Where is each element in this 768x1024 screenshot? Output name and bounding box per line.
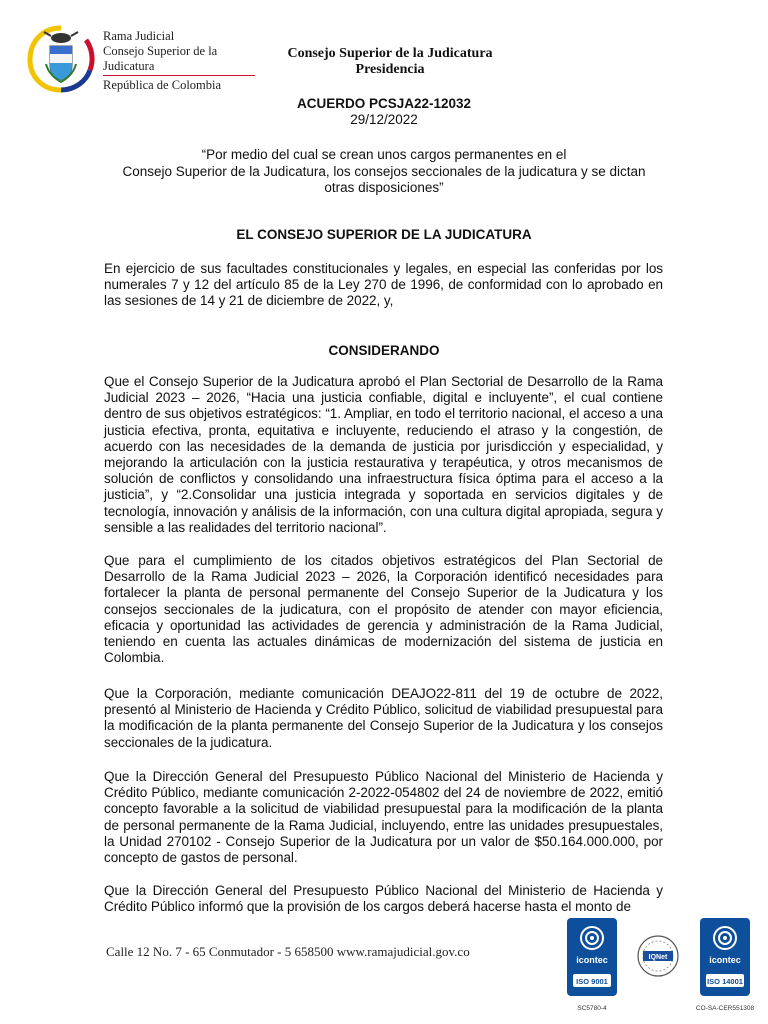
org-country: República de Colombia <box>103 78 222 92</box>
considering-heading: CONSIDERANDO <box>328 343 440 358</box>
header-title <box>240 46 540 78</box>
body-paragraph: Que para el cumplimiento de los citados objetivos estratégicos del Plan Sectorial de Desarrollo de la Rama Judicial 2023 – 2026, la Corporación identificó necesidades para fortalecer la planta de personal permanente del Consejo Superior de la Judicatura y los consejos seccionales de la judicatura, con el propósito de atender con mayor eficiencia, eficacia y oportunidad las actividades de gerencia y administración de la Rama Judicial, teniendo en cuenta las actuales dinámicas de modernización del sistema de justicia en Colombia. <box>104 553 663 666</box>
certification-seals <box>563 914 762 1018</box>
icontec-iso9001-seal <box>567 918 617 996</box>
coat-of-arms-logo <box>24 24 98 94</box>
icontec-brand-left: icontec <box>576 955 608 965</box>
certificate-code-left: SC5780-4 <box>577 1005 607 1012</box>
document-subject <box>104 147 664 197</box>
document-date: 29/12/2022 <box>350 112 418 127</box>
body-paragraph: Que la Corporación, mediante comunicación DEAJO22-811 del 19 de octubre de 2022, presentó al Ministerio de Hacienda y Crédito Público, solicitud de viabilidad presupuestal para la modificación de la planta permanente del Consejo Superior de la Judicatura y los consejos seccionales de la judicatura. <box>104 686 663 750</box>
icontec-brand-right: icontec <box>709 955 741 965</box>
org-name: Rama Judicial <box>103 29 175 43</box>
iso-14001-label: ISO 14001 <box>707 977 743 986</box>
iqnet-seal <box>638 936 678 976</box>
icontec-iso14001-seal <box>700 918 750 996</box>
document-number: ACUERDO PCSJA22-12032 <box>296 96 472 111</box>
organization-block <box>103 29 255 93</box>
org-council: Consejo Superior de la Judicatura <box>103 44 255 76</box>
footer-contact: Calle 12 No. 7 - 65 Conmutador - 5 658500 www.ramajudicial.gov.co <box>106 944 470 959</box>
subject-line: Consejo Superior de la Judicatura, los consejos seccionales de la judicatura y se dictan <box>122 163 646 179</box>
body-paragraph: Que el Consejo Superior de la Judicatura aprobó el Plan Sectorial de Desarrollo de la Rama Judicial 2023 – 2026, “Hacia una justicia confiable, digital e incluyente”, el cual contiene dentro de sus objetivos estratégicos: “1. Ampliar, en todo el territorio nacional, el acceso a una justicia efectiva, pronta, equitativa e incluyente, reduciendo el atraso y la congestión, de acuerdo con las necesidades de la demanda de justicia por jurisdicción y especialidad, y mejorando la articulación con la justicia restaurativa y terapéutica, y otros mecanismos de solución de conflictos y consolidando una infraestructura física óptima para el acceso a la justicia”, y “2.Consolidar una justicia integrada y soportada en servicios digitales y de tecnología, innovación y análisis de la información, con una cultura digital apropiada, segura y sensible a las realidades del territorio nacional”. <box>104 374 663 535</box>
preamble-paragraph: En ejercicio de sus facultades constitucionales y legales, en especial las conferidas por los numerales 7 y 12 del artículo 85 de la Ley 270 de 1996, de conformidad con lo aprobado en las sesiones de 14 y 21 de diciembre de 2022, y, <box>104 261 663 309</box>
subject-line: otras disposiciones” <box>324 180 444 195</box>
header-title-line1: Consejo Superior de la Judicatura <box>287 46 493 61</box>
iso-9001-label: ISO 9001 <box>576 977 608 986</box>
subject-line: “Por medio del cual se crean unos cargos permanentes en el <box>201 147 567 162</box>
certificate-code-right: CO-SA-CER551308 <box>695 1005 755 1012</box>
iqnet-label: IQNet <box>648 954 668 961</box>
body-paragraph: Que la Dirección General del Presupuesto Público Nacional del Ministerio de Hacienda y Crédito Público, mediante comunicación 2-2022-054802 del 24 de noviembre de 2022, emitió concepto favorable a la solicitud de viabilidad presupuestal para la modificación de la planta de personal permanente de la Rama Judicial, incluyendo, entre las unidades presupuestales, la Unidad 270102 - Consejo Superior de la Judicatura por un valor de $50.164.000.000, por concepto de gastos de personal. <box>104 769 663 866</box>
body-paragraph: Que la Dirección General del Presupuesto Público Nacional del Ministerio de Hacienda y Crédito Público informó que la provisión de los cargos deberá hacerse hasta el monto de <box>104 883 663 915</box>
entity-heading: EL CONSEJO SUPERIOR DE LA JUDICATURA <box>236 227 532 242</box>
header-title-line2: Presidencia <box>355 62 425 77</box>
